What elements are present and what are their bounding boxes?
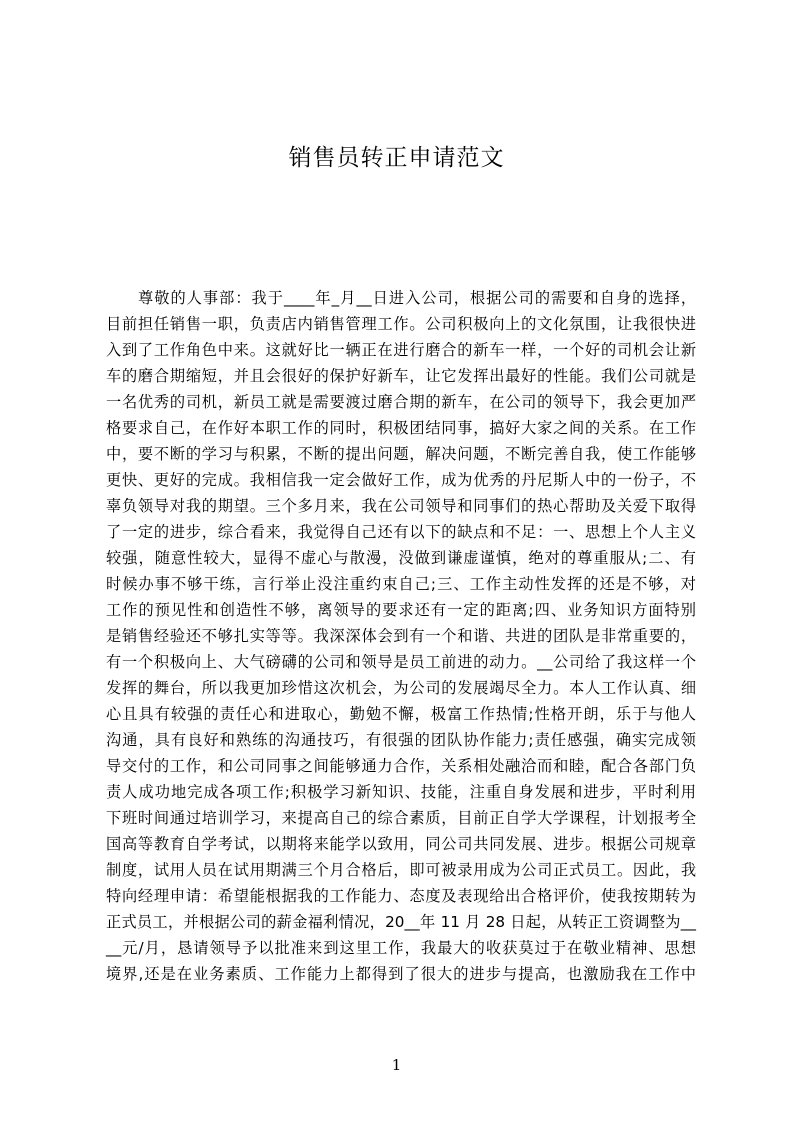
text-line: 中，要不断的学习与积累，不断的提出问题，解决问题，不断完善自我，使工作能够: [106, 445, 696, 463]
text-line: 心且具有较强的责任心和进取心，勤勉不懈，极富工作热情;性格开朗，乐于与他人: [106, 705, 696, 723]
text-line: 责人成功地完成各项工作;积极学习新知识、技能，注重自身发展和进步，平时利用: [106, 783, 696, 801]
text-line: __元/月，恳请领导予以批准来到这里工作，我最大的收获莫过于在敬业精神、思想: [106, 939, 696, 957]
text-line: 发挥的舞台，所以我更加珍惜这次机会，为公司的发展竭尽全力。本人工作认真、细: [106, 679, 696, 697]
text-line: 工作的预见性和创造性不够，离领导的要求还有一定的距离;四、业务知识方面特别: [106, 601, 696, 619]
text-line: 更快、更好的完成。我相信我一定会做好工作，成为优秀的丹尼斯人中的一份子，不: [106, 471, 696, 489]
text-line: 目前担任销售一职，负责店内销售管理工作。公司积极向上的文化氛围，让我很快进: [106, 315, 696, 333]
text-line: 较强，随意性较大，显得不虚心与散漫，没做到谦虚谨慎，绝对的尊重服从;二、有: [106, 549, 696, 567]
text-line: 制度，试用人员在试用期满三个月合格后，即可被录用成为公司正式员工。因此，我: [106, 861, 696, 879]
text-line: 国高等教育自学考试，以期将来能学以致用，同公司共同发展、进步。根据公司规章: [106, 835, 696, 853]
text-line: 一名优秀的司机，新员工就是需要渡过磨合期的新车，在公司的领导下，我会更加严: [106, 393, 696, 411]
text-line: 沟通，具有良好和熟练的沟通技巧，有很强的团队协作能力;责任感强，确实完成领: [106, 731, 696, 749]
text-line: 尊敬的人事部：我于____年_月__日进入公司，根据公司的需要和自身的选择，: [138, 289, 696, 307]
text-line: 了一定的进步，综合看来，我觉得自己还有以下的缺点和不足：一、思想上个人主义: [106, 523, 696, 541]
text-line: 格要求自己，在作好本职工作的同时，积极团结同事，搞好大家之间的关系。在工作: [106, 419, 696, 437]
text-line: 车的磨合期缩短，并且会很好的保护好新车，让它发挥出最好的性能。我们公司就是: [106, 367, 696, 385]
text-line: 正式员工，并根据公司的薪金福利情况，20__年 11 月 28 日起，从转正工资调整为__: [106, 913, 696, 931]
document-title: 销售员转正申请范文: [288, 145, 505, 171]
text-line: 导交付的工作，和公司同事之间能够通力合作，关系相处融洽而和睦，配合各部门负: [106, 757, 696, 775]
text-line: 下班时间通过培训学习，来提高自己的综合素质，目前正自学大学课程，计划报考全: [106, 809, 696, 827]
body-paragraph: [106, 285, 696, 987]
page-number: 1: [391, 1056, 402, 1074]
text-line: 特向经理申请：希望能根据我的工作能力、态度及表现给出合格评价，使我按期转为: [106, 887, 696, 905]
text-line: 是销售经验还不够扎实等等。我深深体会到有一个和谐、共进的团队是非常重要的，: [106, 627, 696, 645]
text-line: 入到了工作角色中来。这就好比一辆正在进行磨合的新车一样，一个好的司机会让新: [106, 341, 696, 359]
text-line: 有一个积极向上、大气磅礴的公司和领导是员工前进的动力。__公司给了我这样一个: [106, 653, 696, 671]
text-line: 辜负领导对我的期望。三个多月来，我在公司领导和同事们的热心帮助及关爱下取得: [106, 497, 696, 515]
text-line: 时候办事不够干练，言行举止没注重约束自己;三、工作主动性发挥的还是不够，对: [106, 575, 696, 593]
text-line: 境界,还是在业务素质、工作能力上都得到了很大的进步与提高，也激励我在工作中: [106, 965, 696, 983]
